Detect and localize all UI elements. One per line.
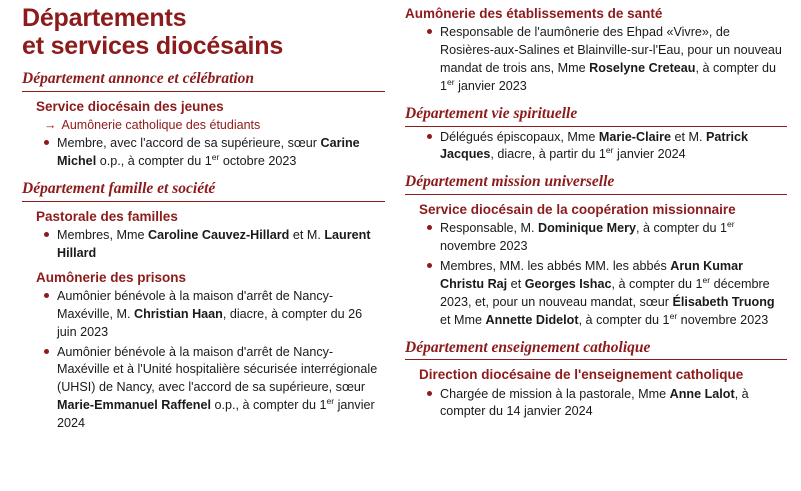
section-departement-vie-spirituelle [405,105,787,165]
service-heading-aumonerie-des-prisons: Aumônerie des prisons [36,269,187,285]
bullet-icon [427,29,432,34]
bullet-icon [427,391,432,396]
list-item-text: Aumônier bénévole à la maison d'arrêt de Nancy-Maxéville et à l'Unité hospitalière sécurisée interrégionale (UHSI) de Nancy, avec l'accord de sa supérieure, sœur Marie-Emmanuel Raffenel o.p., à compter du 1er janvier 2024 [57,344,378,431]
list-item-text: Aumônier bénévole à la maison d'arrêt de Nancy-Maxéville, M. Christian Haan, diacre, à compter du 26 juin 2023 [57,288,363,339]
list-item [427,258,787,330]
page-title-line2: et services diocésains [22,32,284,60]
page-title-line1: Départements [22,4,187,32]
list-item-text: Responsable de l'aumônerie des Ehpad «Vivre», de Rosières-aux-Salines et Blainville-sur-l'Eau, pour un nouveau mandat de trois ans, Mme Roselyne Creteau, à compter du 1er janvier 2023 [440,25,782,93]
list-item-text: Chargée de mission à la pastorale, Mme Anne Lalot, à compter du 14 janvier 2024 [440,386,749,419]
department-heading-departement-vie-spirituelle: Département vie spirituelle [405,105,787,127]
section-departement-annonce-et-celebration [22,70,385,171]
list-item [427,24,787,96]
department-heading-departement-famille-et-societe: Département famille et société [22,180,385,202]
arrow-right-icon: → [44,118,57,132]
section-aumonerie-des-etablissements-de-sante [405,6,787,96]
bullet-icon [44,293,49,298]
bullet-icon [427,225,432,230]
list-item [44,344,385,433]
service-heading-service-diocesain-des-jeunes: Service diocésain des jeunes [36,98,224,114]
list-item-text: Membres, Mme Caroline Cauvez-Hillard et M. Laurent Hillard [57,228,371,260]
right-column [395,0,801,491]
section-departement-enseignement-catholique [405,339,787,422]
service-heading-direction-diocesaine-de-l-enseignement-catholiqu: Direction diocésaine de l'enseignement catholique [419,367,744,383]
left-column [0,0,395,491]
list-item-text: Membre, avec l'accord de sa supérieure, sœur Carine Michel o.p., à compter du 1er octobre 2023 [57,136,360,169]
sub-service-label: Aumônerie catholique des étudiants [61,118,261,132]
service-heading-service-diocesain-de-la-cooperation-missionnaire: Service diocésain de la coopération missionnaire [419,202,736,218]
list-item [427,386,787,422]
section-departement-famille-et-societe [22,180,385,433]
department-heading-departement-mission-universelle: Département mission universelle [405,173,787,195]
list-item [427,220,787,256]
list-item-text: Membres, MM. les abbés MM. les abbés Arun Kumar Christu Raj et Georges Ishac, à compter du 1er décembre 2023, et, pour un nouveau mandat, sœur Élisabeth Truong et Mme Annette Didelot, à compter du 1er novembre 2023 [440,259,775,327]
list-item [44,288,385,342]
bullet-icon [427,134,432,139]
service-heading-aumonerie-des-etablissements-de-sante: Aumônerie des établissements de santé [405,6,663,21]
section-departement-mission-universelle [405,173,787,329]
service-heading-pastorale-des-familles: Pastorale des familles [36,208,178,224]
list-item-text: Responsable, M. Dominique Mery, à compter du 1er novembre 2023 [440,219,735,254]
list-item [427,129,787,165]
department-heading-departement-enseignement-catholique: Département enseignement catholique [405,339,787,361]
department-heading-departement-annonce-et-celebration: Département annonce et célébration [22,70,385,92]
right-sections [405,6,787,421]
list-item [44,227,385,263]
list-item [44,135,385,171]
bullet-icon [427,263,432,268]
bullet-icon [44,349,49,354]
list-item-text: Délégués épiscopaux, Mme Marie-Claire et M. Patrick Jacques, diacre, à partir du 1er janvier 2024 [440,129,749,162]
sub-service-item [44,117,385,133]
bullet-icon [44,232,49,237]
bullet-icon [44,140,49,145]
left-sections [22,70,385,433]
page-title [22,4,385,60]
